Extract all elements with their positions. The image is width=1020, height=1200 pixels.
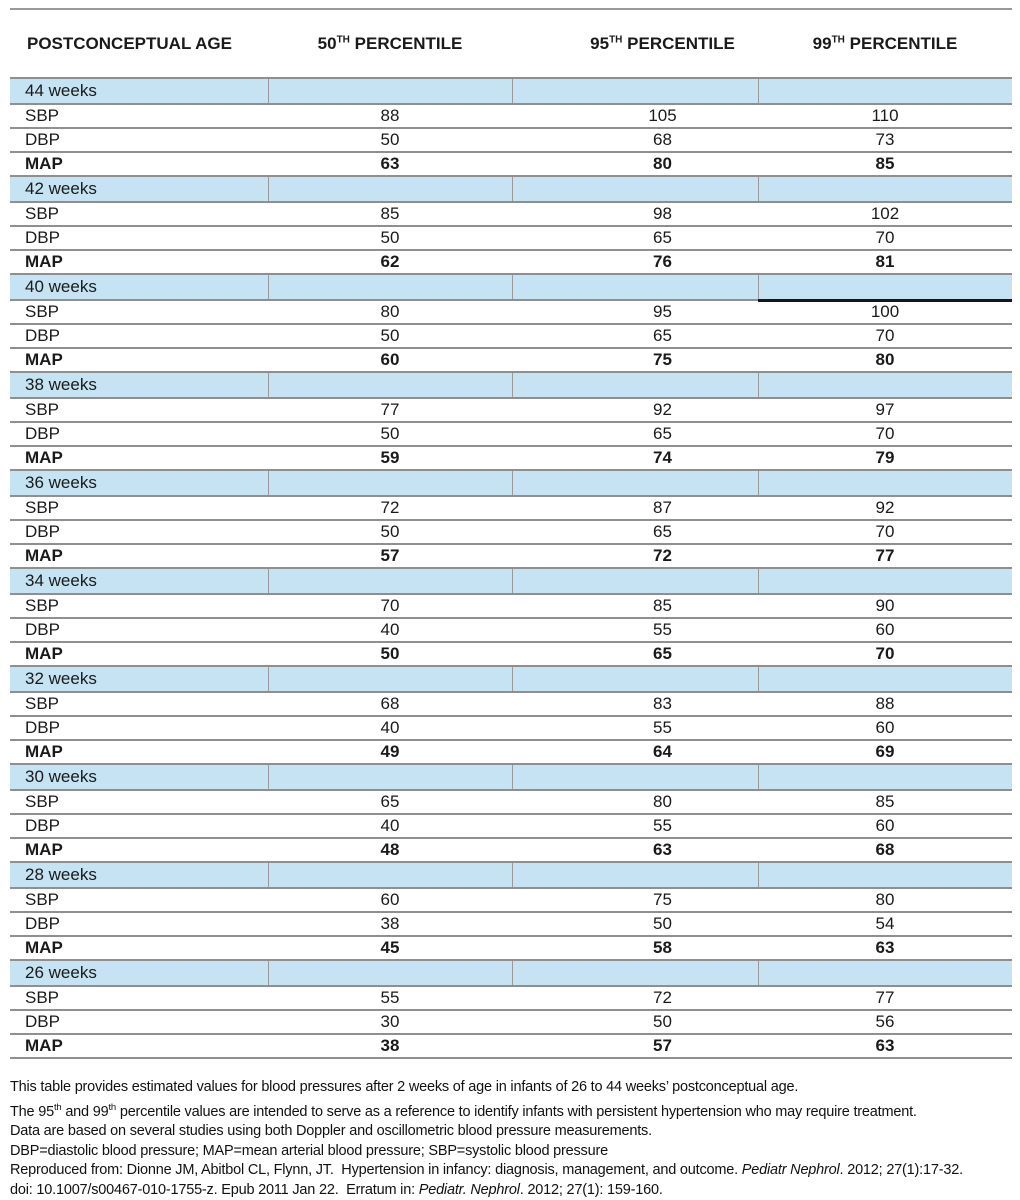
journal-name: Pediatr Nephrol	[741, 1162, 840, 1179]
value-50th: 40	[380, 718, 400, 737]
age-band-cell	[512, 78, 758, 104]
value-95th: 65	[653, 326, 672, 345]
value-99th: 70	[875, 522, 895, 541]
age-band-label: 36 weeks	[10, 470, 268, 496]
value-50th: 30	[380, 1012, 400, 1031]
value-99th: 90	[875, 596, 895, 615]
age-band-row	[10, 176, 1012, 202]
table-row	[10, 104, 1012, 128]
age-band-cell	[758, 764, 1012, 790]
value-99th: 85	[875, 792, 895, 811]
age-band-cell	[512, 862, 758, 888]
measure-label: SBP	[25, 400, 60, 419]
measure-label: MAP	[25, 350, 63, 369]
table-row	[10, 692, 1012, 716]
value-50th: 45	[380, 938, 400, 957]
footnote-line	[10, 1098, 1016, 1122]
value-99th: 85	[875, 154, 895, 173]
age-band-cell	[512, 176, 758, 202]
value-50th: 65	[380, 792, 400, 811]
footnote-text: DBP=diastolic blood pressure; MAP=mean arterial blood pressure; SBP=systolic blood pressure	[10, 1142, 608, 1159]
value-95th: 92	[653, 400, 672, 419]
age-band-row	[10, 764, 1012, 790]
value-50th: 85	[380, 204, 400, 223]
value-99th: 80	[875, 350, 895, 369]
value-50th: 68	[380, 694, 400, 713]
value-99th: 70	[875, 424, 895, 443]
age-band-label: 28 weeks	[10, 862, 268, 888]
value-50th: 80	[380, 302, 400, 321]
value-50th: 77	[380, 400, 400, 419]
value-50th: 57	[380, 546, 400, 565]
measure-label: SBP	[25, 204, 60, 223]
measure-label: MAP	[25, 154, 63, 173]
measure-label: MAP	[25, 546, 63, 565]
value-95th: 72	[653, 988, 672, 1007]
measure-label: DBP	[25, 914, 60, 933]
table-row	[10, 446, 1012, 470]
table-row	[10, 1010, 1012, 1034]
table-row	[10, 324, 1012, 348]
col-header-95th-percentile	[512, 9, 758, 78]
table-row	[10, 348, 1012, 372]
age-band-cell	[268, 862, 512, 888]
footnote-text: percentile values are intended to serve as a reference to identify infants with persistent hypertension who may require treatment.	[116, 1103, 917, 1120]
age-band-cell	[268, 78, 512, 104]
footnote-text: This table provides estimated values for blood pressures after 2 weeks of age in infants of 26 to 44 weeks’ postconceptual age.	[10, 1079, 799, 1095]
header-ordinal-sup: TH	[831, 33, 845, 45]
value-95th: 72	[653, 546, 672, 565]
value-95th: 65	[653, 644, 672, 663]
value-99th: 92	[875, 498, 895, 517]
value-99th: 54	[875, 914, 895, 933]
header-row	[10, 9, 1012, 78]
value-95th: 75	[653, 350, 672, 369]
age-band-cell	[512, 666, 758, 692]
age-band-cell	[512, 372, 758, 398]
header-number: 99	[812, 33, 832, 53]
measure-label: DBP	[25, 424, 60, 443]
footnote-line	[10, 1161, 1016, 1181]
age-band-label: 32 weeks	[10, 666, 268, 692]
col-header-99th-percentile	[758, 9, 1012, 78]
value-99th: 97	[875, 400, 895, 419]
table-row	[10, 226, 1012, 250]
value-50th: 50	[380, 228, 400, 247]
value-50th: 72	[380, 498, 400, 517]
age-band-row	[10, 960, 1012, 986]
header-number: 50	[317, 33, 337, 53]
measure-label: SBP	[25, 792, 60, 811]
value-99th: 88	[875, 694, 895, 713]
age-band-cell	[512, 960, 758, 986]
measure-label: SBP	[25, 988, 60, 1007]
footnote-text: Reproduced from: Dionne JM, Abitbol CL, Flynn, JT. Hypertension in infancy: diagnosis, management, and outcome.	[10, 1162, 742, 1179]
value-50th: 88	[380, 106, 400, 125]
value-99th: 70	[875, 228, 895, 247]
table-row	[10, 300, 1012, 324]
age-band-label: 44 weeks	[10, 78, 268, 104]
footnote-text: th	[108, 1101, 116, 1113]
header-word: PERCENTILE	[844, 33, 958, 53]
age-band-cell	[512, 274, 758, 300]
age-band-cell	[758, 666, 1012, 692]
table-row	[10, 422, 1012, 446]
journal-name: Pediatr. Nephrol	[418, 1181, 520, 1198]
value-99th: 81	[875, 252, 895, 271]
header-number: 95	[590, 33, 610, 53]
age-band-label: 42 weeks	[10, 176, 268, 202]
measure-label: MAP	[25, 742, 63, 761]
age-band-cell	[268, 274, 512, 300]
footnote-text: . 2012; 27(1):17-32.	[839, 1162, 963, 1179]
age-band-label: 40 weeks	[10, 274, 268, 300]
age-band-cell	[268, 568, 512, 594]
value-50th: 49	[380, 742, 400, 761]
value-50th: 63	[380, 154, 400, 173]
value-99th: 60	[875, 718, 895, 737]
value-95th: 98	[653, 204, 672, 223]
age-band-cell	[758, 960, 1012, 986]
value-95th: 83	[653, 694, 672, 713]
age-band-cell	[268, 372, 512, 398]
value-50th: 50	[380, 424, 400, 443]
age-band-row	[10, 862, 1012, 888]
header-ordinal-sup: TH	[336, 33, 350, 45]
header-word: PERCENTILE	[349, 33, 463, 53]
age-band-cell	[268, 176, 512, 202]
value-99th: 69	[875, 742, 895, 761]
measure-label: SBP	[25, 890, 60, 909]
table-row	[10, 594, 1012, 618]
measure-label: MAP	[25, 1036, 63, 1055]
footnote-text: doi: 10.1007/s00467-010-1755-z. Epub 2011 Jan 22. Erratum in:	[10, 1181, 419, 1198]
measure-label: DBP	[25, 816, 60, 835]
footnote-text: th	[53, 1101, 62, 1113]
value-99th: 63	[875, 938, 895, 957]
value-95th: 55	[653, 816, 672, 835]
value-99th: 60	[875, 816, 895, 835]
value-99th: 77	[875, 988, 895, 1007]
measure-label: SBP	[25, 596, 60, 615]
value-99th: 80	[875, 890, 895, 909]
age-band-cell	[758, 372, 1012, 398]
table-row	[10, 642, 1012, 666]
measure-label: SBP	[25, 106, 60, 125]
measure-label: DBP	[25, 130, 60, 149]
age-band-cell	[268, 764, 512, 790]
value-95th: 80	[653, 792, 672, 811]
measure-label: DBP	[25, 228, 60, 247]
footnote-line	[10, 1142, 1016, 1162]
age-band-label: 26 weeks	[10, 960, 268, 986]
value-99th: 73	[875, 130, 895, 149]
age-band-cell	[758, 78, 1012, 104]
value-95th: 55	[653, 620, 672, 639]
col-header-50th-percentile	[268, 9, 512, 78]
value-99th: 100	[870, 302, 900, 322]
value-95th: 50	[653, 1012, 672, 1031]
age-band-cell	[758, 176, 1012, 202]
measure-label: SBP	[25, 694, 60, 713]
measure-label: DBP	[25, 326, 60, 345]
table-row	[10, 618, 1012, 642]
measure-label: MAP	[25, 644, 63, 663]
value-95th: 76	[653, 252, 672, 271]
value-95th: 85	[653, 596, 672, 615]
value-99th: 70	[875, 326, 895, 345]
table-row	[10, 814, 1012, 838]
value-95th: 75	[653, 890, 672, 909]
value-95th: 80	[653, 154, 672, 173]
age-band-row	[10, 78, 1012, 104]
table-row	[10, 716, 1012, 740]
measure-label: DBP	[25, 1012, 60, 1031]
age-band-cell	[758, 862, 1012, 888]
table-row	[10, 838, 1012, 862]
value-95th: 64	[653, 742, 672, 761]
value-99th: 56	[875, 1012, 895, 1031]
col-header-postconceptual-age: POSTCONCEPTUAL AGE	[27, 33, 232, 53]
value-50th: 40	[380, 816, 400, 835]
value-99th: 60	[875, 620, 895, 639]
age-band-cell	[268, 666, 512, 692]
table-row	[10, 1034, 1012, 1058]
value-50th: 50	[380, 130, 400, 149]
table-row	[10, 496, 1012, 520]
footnote-line	[10, 1181, 1016, 1200]
value-95th: 57	[653, 1036, 672, 1055]
value-50th: 40	[380, 620, 400, 639]
table-body	[10, 78, 1012, 1058]
age-band-label: 34 weeks	[10, 568, 268, 594]
footnotes	[10, 1078, 1016, 1200]
value-95th: 87	[653, 498, 672, 517]
age-band-label: 30 weeks	[10, 764, 268, 790]
table-row	[10, 790, 1012, 814]
value-99th: 70	[875, 644, 895, 663]
table-row	[10, 398, 1012, 422]
table-row	[10, 520, 1012, 544]
measure-label: MAP	[25, 448, 63, 467]
measure-label: SBP	[25, 302, 60, 321]
table-row	[10, 202, 1012, 226]
age-band-cell	[512, 568, 758, 594]
age-band-label: 38 weeks	[10, 372, 268, 398]
footnote-line	[10, 1078, 1016, 1098]
value-95th: 63	[653, 840, 672, 859]
age-band-cell	[512, 470, 758, 496]
age-band-row	[10, 372, 1012, 398]
measure-label: DBP	[25, 620, 60, 639]
value-95th: 74	[653, 448, 672, 467]
value-50th: 59	[380, 448, 400, 467]
header-ordinal-sup: TH	[609, 33, 623, 45]
measure-label: SBP	[25, 498, 60, 517]
table-row	[10, 250, 1012, 274]
value-50th: 38	[380, 914, 400, 933]
value-50th: 60	[380, 350, 400, 369]
value-99th: 110	[871, 106, 899, 125]
value-99th: 77	[875, 546, 895, 565]
value-99th: 68	[875, 840, 895, 859]
value-50th: 50	[380, 522, 400, 541]
value-95th: 65	[653, 228, 672, 247]
value-99th: 79	[875, 448, 895, 467]
age-band-row	[10, 568, 1012, 594]
footnote-text: Data are based on several studies using both Doppler and oscillometric blood pressure measurements.	[10, 1123, 652, 1140]
value-95th: 55	[653, 718, 672, 737]
value-95th: 68	[653, 130, 672, 149]
table-row	[10, 986, 1012, 1010]
table-row	[10, 152, 1012, 176]
footnote-text: and 99	[61, 1103, 109, 1120]
value-50th: 38	[380, 1036, 400, 1055]
value-50th: 50	[380, 644, 400, 663]
value-95th: 95	[653, 302, 672, 321]
value-50th: 55	[380, 988, 400, 1007]
value-95th: 105	[648, 106, 677, 125]
value-99th: 102	[870, 204, 900, 223]
value-50th: 50	[380, 326, 400, 345]
table-row	[10, 740, 1012, 764]
age-band-cell	[268, 470, 512, 496]
age-band-row	[10, 274, 1012, 300]
value-95th: 65	[653, 522, 672, 541]
footnote-text: The 95	[10, 1103, 54, 1120]
age-band-cell	[512, 764, 758, 790]
bp-percentile-table	[10, 8, 1012, 1059]
table-row	[10, 888, 1012, 912]
measure-label: MAP	[25, 252, 63, 271]
age-band-row	[10, 666, 1012, 692]
age-band-row	[10, 470, 1012, 496]
value-50th: 62	[380, 252, 400, 271]
table-row	[10, 544, 1012, 568]
measure-label: MAP	[25, 840, 63, 859]
table-row	[10, 912, 1012, 936]
table-row	[10, 936, 1012, 960]
age-band-cell	[758, 274, 1012, 300]
value-95th: 58	[653, 938, 672, 957]
footnote-text: . 2012; 27(1): 159-160.	[519, 1181, 663, 1198]
measure-label: DBP	[25, 522, 60, 541]
value-50th: 60	[380, 890, 400, 909]
table-row	[10, 128, 1012, 152]
value-95th: 65	[653, 424, 672, 443]
table-header	[10, 9, 1012, 78]
value-50th: 48	[380, 840, 400, 859]
footnote-line	[10, 1122, 1016, 1142]
measure-label: DBP	[25, 718, 60, 737]
measure-label: MAP	[25, 938, 63, 957]
age-band-cell	[268, 960, 512, 986]
value-95th: 50	[653, 914, 672, 933]
value-50th: 70	[380, 596, 400, 615]
age-band-cell	[758, 470, 1012, 496]
value-99th: 63	[875, 1036, 895, 1055]
age-band-cell	[758, 568, 1012, 594]
header-word: PERCENTILE	[622, 33, 735, 53]
